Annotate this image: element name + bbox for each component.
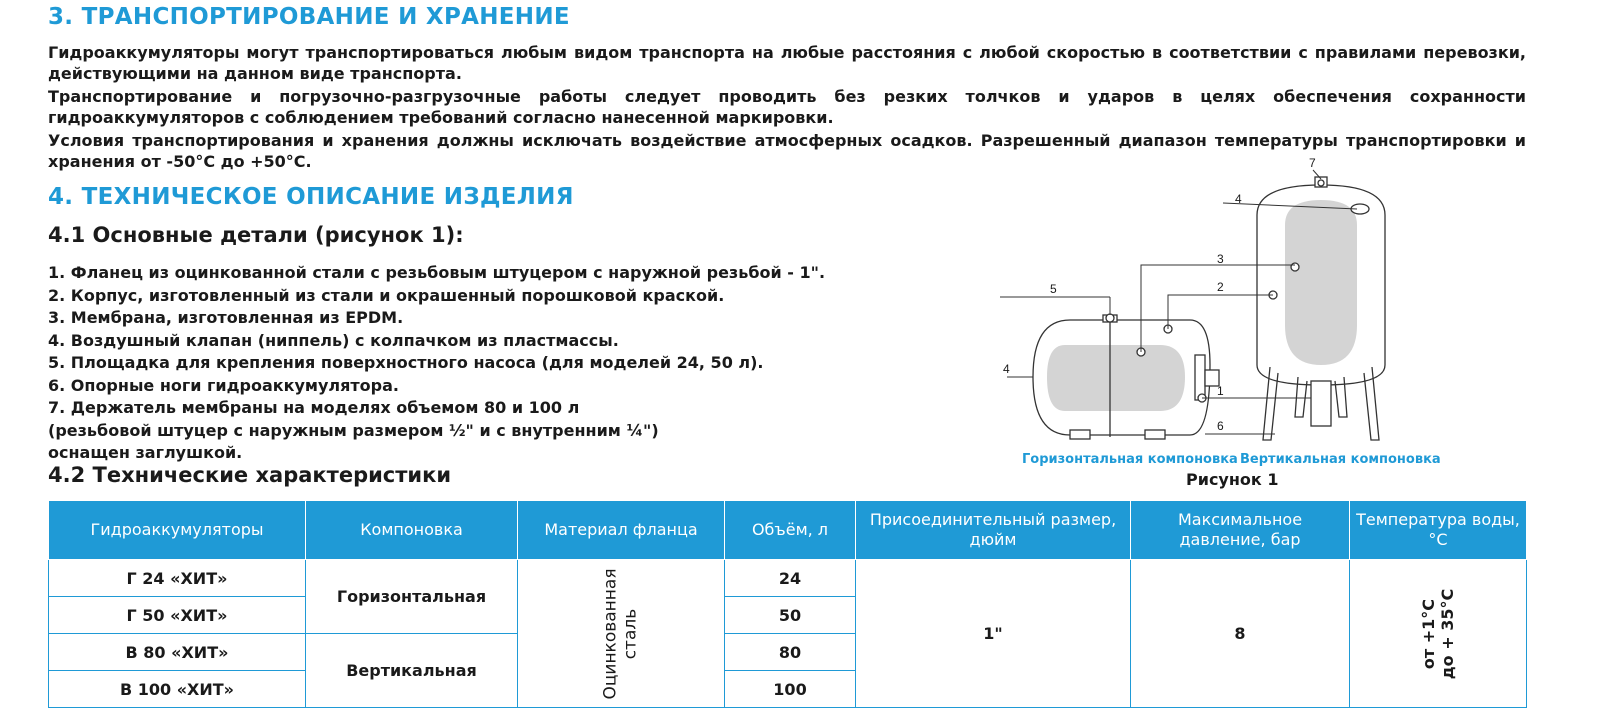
- header-layout: Компоновка: [306, 501, 518, 560]
- caption-vertical-layout: Вертикальная компоновка: [1240, 452, 1441, 467]
- layout-cell: Горизонтальная: [306, 560, 518, 634]
- section-3-paragraph-2: Транспортирование и погрузочно-разгрузочные работы следует проводить без резких толчков и ударов в целях обеспечения сохранности гидроаккумуляторов с соблюдением требований согласно нанесенной маркировки.: [48, 87, 1526, 127]
- header-accumulators: Гидроаккумуляторы: [49, 501, 306, 560]
- callout-3: 3: [1217, 252, 1224, 266]
- section-3-paragraph-1: Гидроаккумуляторы могут транспортироваться любым видом транспорта на любые расстояния с любой скоростью в соответствии с правилами перевозки, действующими на данном виде транспорта.: [48, 43, 1526, 83]
- accumulator-figure: [995, 155, 1555, 490]
- max-pressure-cell: 8: [1131, 560, 1350, 708]
- vertical-membrane: [1285, 200, 1357, 365]
- subsection-4-1-title: 4.1 Основные детали (рисунок 1):: [48, 223, 464, 247]
- callout-2: 2: [1217, 280, 1224, 294]
- table-header-row: [49, 501, 1527, 560]
- subsection-4-2-title: 4.2 Технические характеристики: [48, 463, 452, 487]
- callout-4-horizontal: 4: [1003, 362, 1010, 376]
- section-3-paragraph-3: Условия транспортирования и хранения должны исключать воздействие атмосферных осадков. Разрешенный диапазон температуры транспортировки и хранения от -50°С до +50°С.: [48, 131, 1526, 171]
- parts-list-item: 6. Опорные ноги гидроаккумулятора.: [48, 375, 399, 395]
- callout-7: 7: [1309, 156, 1316, 170]
- callout-6: 6: [1217, 419, 1224, 433]
- parts-list-item: 7. Держатель мембраны на моделях объемом 80 и 100 л: [48, 398, 580, 417]
- volume-cell: 24: [725, 560, 856, 597]
- horizontal-membrane: [1047, 345, 1185, 411]
- parts-list-item: 5. Площадка для крепления поверхностного насоса (для моделей 24, 50 л).: [48, 353, 764, 372]
- layout-cell: Вертикальная: [306, 634, 518, 708]
- flange-material-text: Оцинкованная сталь: [600, 567, 641, 700]
- parts-list-item: 2. Корпус, изготовленный из стали и окрашенный порошковой краской.: [48, 285, 725, 305]
- vertical-tank: [1257, 177, 1385, 440]
- volume-cell: 100: [725, 671, 856, 708]
- parts-list: [48, 262, 825, 465]
- model-cell: В 80 «ХИТ»: [49, 634, 306, 671]
- model-cell: Г 24 «ХИТ»: [49, 560, 306, 597]
- parts-list-item: 1. Фланец из оцинкованной стали с резьбовым штуцером с наружной резьбой - 1".: [48, 263, 826, 282]
- flange-material-cell: [518, 560, 725, 708]
- callout-5: 5: [1050, 282, 1057, 296]
- parts-list-item: (резьбовой штуцер с наружным размером ½" и с внутренним ¼"): [48, 420, 659, 440]
- horizontal-tank: [1033, 314, 1219, 439]
- water-temperature-text: от +1°С до + 35°С: [1419, 588, 1457, 679]
- volume-cell: 80: [725, 634, 856, 671]
- parts-list-item: 3. Мембрана, изготовленная из EPDM.: [48, 308, 404, 327]
- header-max-pressure: Максимальное давление, бар: [1131, 501, 1350, 560]
- model-cell: В 100 «ХИТ»: [49, 671, 306, 708]
- section-3-title: 3. ТРАНСПОРТИРОВАНИЕ И ХРАНЕНИЕ: [48, 4, 570, 30]
- volume-cell: 50: [725, 597, 856, 634]
- section-4-title: 4. ТЕХНИЧЕСКОЕ ОПИСАНИЕ ИЗДЕЛИЯ: [48, 184, 574, 210]
- caption-horizontal-layout: Горизонтальная компоновка: [1022, 452, 1238, 467]
- callout-1: 1: [1217, 384, 1224, 398]
- connection-size-cell: 1": [856, 560, 1131, 708]
- header-connection-size: Присоединительный размер, дюйм: [856, 501, 1131, 560]
- header-flange-material: Материал фланца: [518, 501, 725, 560]
- water-temperature-cell: [1350, 560, 1527, 708]
- table-row: [49, 560, 1527, 597]
- model-cell: Г 50 «ХИТ»: [49, 597, 306, 634]
- header-water-temperature: Температура воды, °С: [1350, 501, 1527, 560]
- parts-list-item: 4. Воздушный клапан (ниппель) с колпачком из пластмассы.: [48, 330, 619, 350]
- parts-list-item: оснащен заглушкой.: [48, 443, 243, 462]
- specifications-table: [48, 500, 1527, 708]
- callout-4-vertical: 4: [1235, 192, 1242, 206]
- header-volume: Объём, л: [725, 501, 856, 560]
- figure-title: Рисунок 1: [1186, 470, 1279, 489]
